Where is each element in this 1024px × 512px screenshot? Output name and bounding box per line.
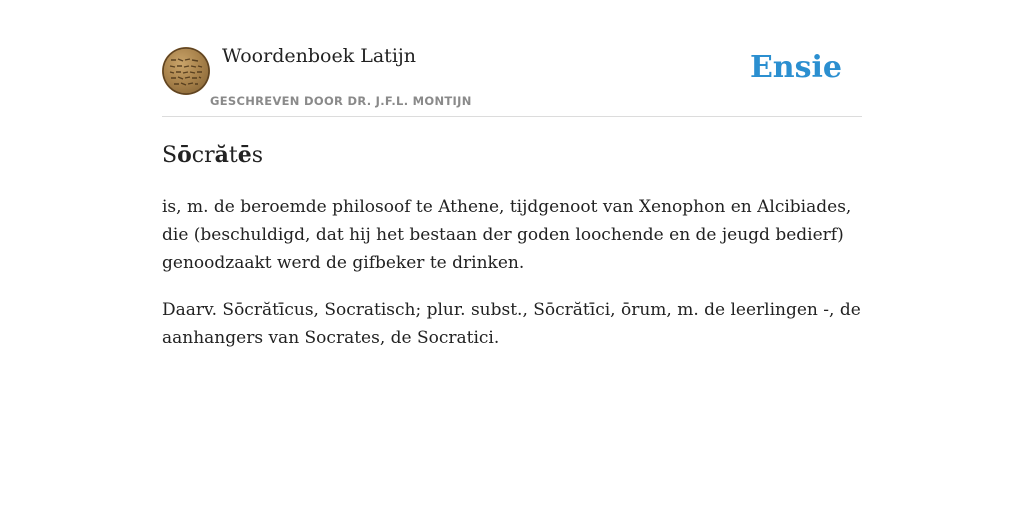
latin-inscription-coin-icon[interactable]	[162, 47, 210, 95]
headword-part: t	[228, 143, 238, 168]
entry-definition-paragraph: is, m. de beroemde philosoof te Athene, tijdgenoot van Xenophon en Alcibiades, die (beschuldigd, dat hij het bestaan der goden loochende en de jeugd bedierf) genoodzaakt werd de gifbeker te drinken.	[162, 197, 852, 273]
entry-derivation-paragraph: Daarv. Sōcrătīcus, Socratisch; plur. subst., Sōcrătīci, ōrum, m. de leerlingen -, de aanhangers van Socrates, de Socratici.	[162, 300, 861, 348]
site-title[interactable]: Woordenboek Latijn	[222, 45, 417, 67]
headword-part: cr	[191, 143, 215, 168]
headword-part: ē	[237, 142, 252, 168]
site-header	[162, 0, 862, 117]
author-byline: GESCHREVEN DOOR DR. J.F.L. MONTIJN	[210, 94, 472, 108]
entry-headword	[162, 142, 862, 168]
headword-part: s	[251, 143, 264, 168]
headword-part: S	[162, 143, 178, 168]
headword-part: ō	[177, 142, 192, 168]
headword-part: ă	[214, 142, 229, 168]
page-container	[162, 0, 862, 352]
ensie-brand-link[interactable]: Ensie	[749, 50, 842, 85]
